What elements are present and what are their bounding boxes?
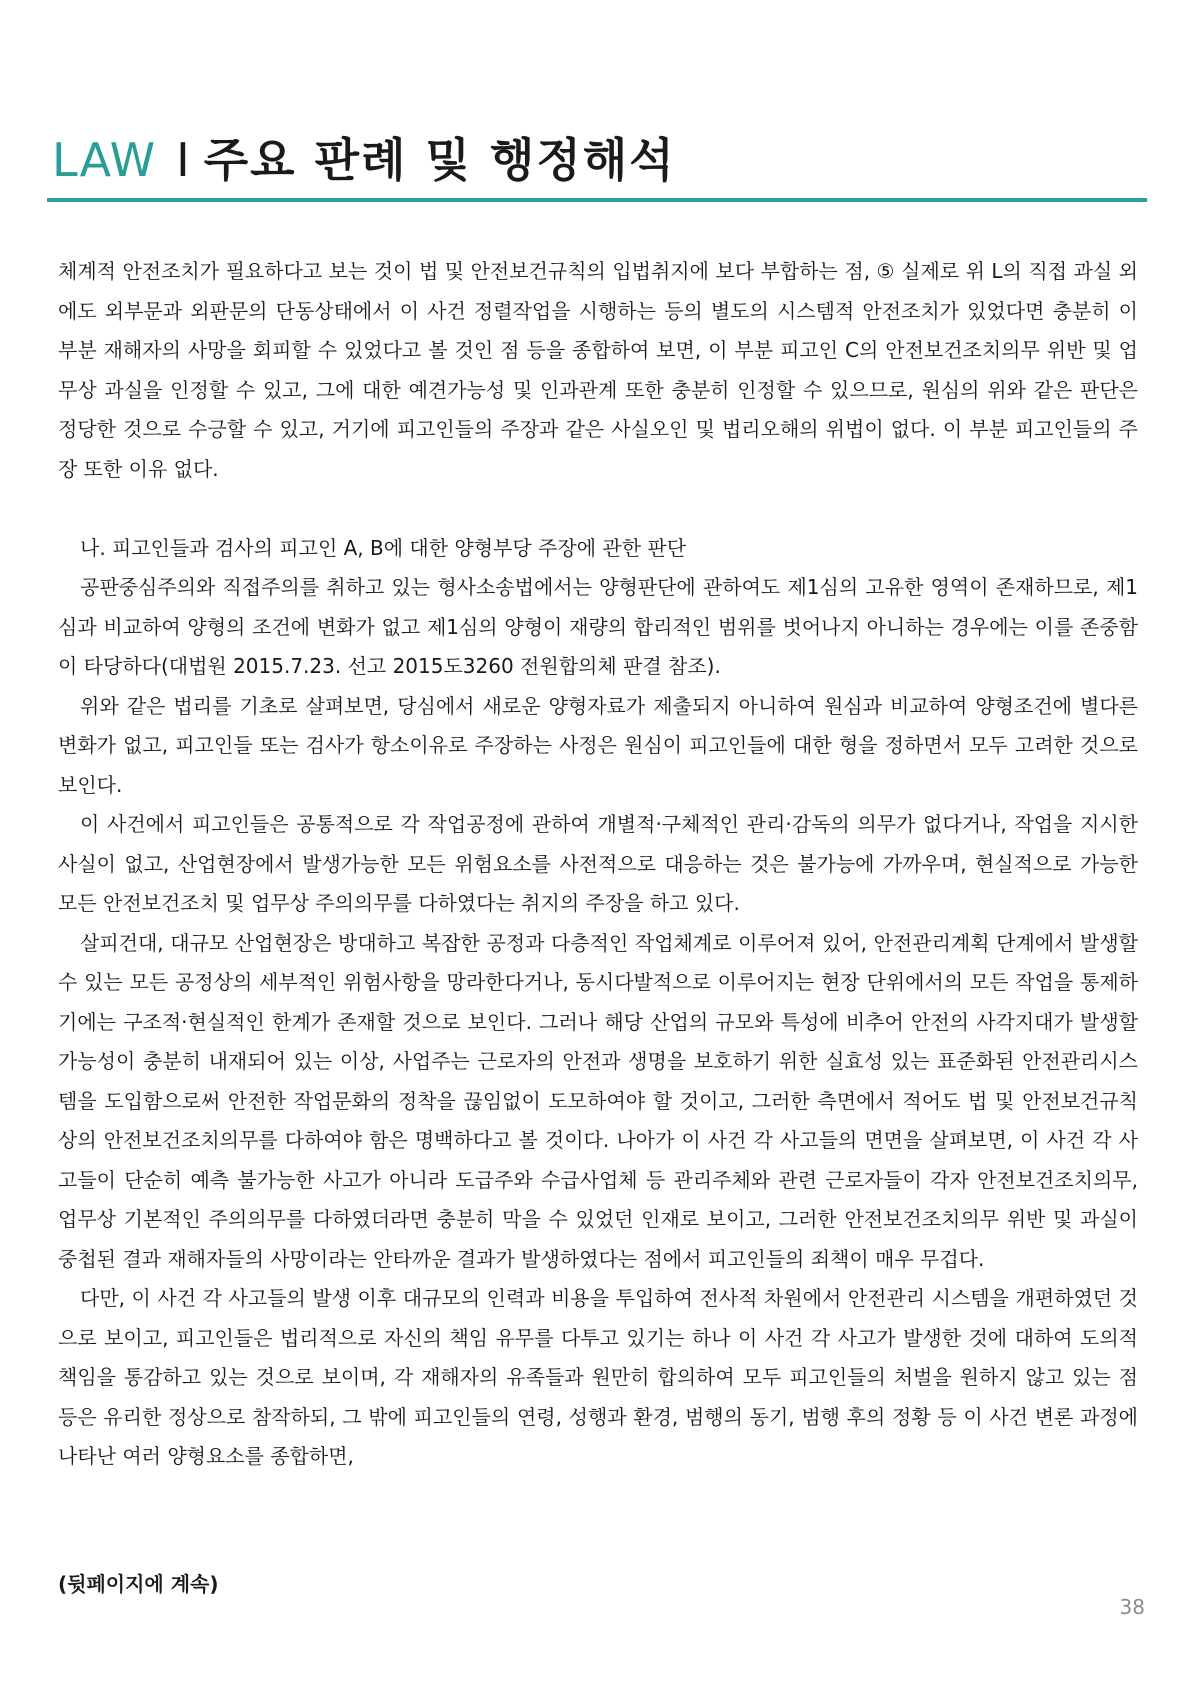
law-label: LAW [52,133,157,187]
page-number: 38 [1119,1595,1145,1619]
continued-note: (뒷페이지에 계속) [58,1572,219,1596]
section-title: 주요 판례 및 행정해석 [203,133,676,187]
paragraph: 공판중심주의와 직접주의를 취하고 있는 형사소송법에서는 양형판단에 관하여도 제1심의 고유한 영역이 존재하므로, 제1심과 비교하여 양형의 조건에 변화가 없고 제1심의 양형이 재량의 합리적인 범위를 벗어나지 아니하는 경우에는 이를 존중함이 타당하다(대법원 2015.7.23. 선고 2015도3260 전원합의체 판결 참조). [58,575,1138,678]
paragraph: 체계적 안전조치가 필요하다고 보는 것이 법 및 안전보건규칙의 입법취지에 보다 부합하는 점, ⑤ 실제로 위 L의 직접 과실 외에도 외부문과 외판문의 단동상태에서 이 사건 정렬작업을 시행하는 등의 별도의 시스템적 안전조치가 있었다면 충분히 이 부분 재해자의 사망을 회피할 수 있었다고 볼 것인 점 등을 종합하여 보면, 이 부분 피고인 C의 안전보건조치의무 위반 및 업무상 과실을 인정할 수 있고, 그에 대한 예견가능성 및 인과관계 또한 충분히 인정할 수 있으므로, 원심의 위와 같은 판단은 정당한 것으로 수긍할 수 있고, 거기에 피고인들의 주장과 같은 사실오인 및 법리오해의 위법이 없다. 이 부분 피고인들의 주장 또한 이유 없다. [58,259,1138,481]
paragraph: 위와 같은 법리를 기초로 살펴보면, 당심에서 새로운 양형자료가 제출되지 아니하여 원심과 비교하여 양형조건에 별다른 변화가 없고, 피고인들 또는 검사가 항소이유로 주장하는 사정은 원심이 피고인들에 대한 형을 정하면서 모두 고려한 것으로 보인다. [58,693,1138,797]
page-title [52,128,676,192]
title-separator: I [176,133,190,187]
paragraph: 다만, 이 사건 각 사고들의 발생 이후 대규모의 인력과 비용을 투입하여 전사적 차원에서 안전관리 시스템을 개편하였던 것으로 보이고, 피고인들은 법리적으로 자신의 책임 유무를 다투고 있기는 하나 이 사건 각 사고가 발생한 것에 대하여 도의적 책임을 통감하고 있는 것으로 보이며, 각 재해자의 유족들과 원만히 합의하여 모두 피고인들의 처벌을 원하지 않고 있는 점 등은 유리한 정상으로 참작하되, 그 밖에 피고인들의 연령, 성행과 환경, 범행의 동기, 범행 후의 정황 등 이 사건 변론 과정에 나타난 여러 양형요소를 종합하면, [58,1286,1138,1468]
paragraph: 살피건대, 대규모 산업현장은 방대하고 복잡한 공정과 다층적인 작업체계로 이루어져 있어, 안전관리계획 단계에서 발생할 수 있는 모든 공정상의 세부적인 위험사항을 망라한다거나, 동시다발적으로 이루어지는 현장 단위에서의 모든 작업을 통제하기에는 구조적·현실적인 한계가 존재할 것으로 보인다. 그러나 해당 산업의 규모와 특성에 비추어 안전의 사각지대가 발생할 가능성이 충분히 내재되어 있는 이상, 사업주는 근로자의 안전과 생명을 보호하기 위한 실효성 있는 표준화된 안전관리시스템을 도입함으로써 안전한 작업문화의 정착을 끊임없이 도모하여야 할 것이고, 그러한 측면에서 적어도 법 및 안전보건규칙상의 안전보건조치의무를 다하여야 함은 명백하다고 볼 것이다. 나아가 이 사건 각 사고들의 면면을 살펴보면, 이 사건 각 사고들이 단순히 예측 불가능한 사고가 아니라 도급주와 수급사업체 등 관리주체와 관련 근로자들이 각자 안전보건조치의무, 업무상 기본적인 주의의무를 다하였더라면 충분히 막을 수 있었던 인재로 보이고, 그러한 안전보건조치의무 위반 및 과실이 중첩된 결과 재해자들의 사망이라는 안타까운 결과가 발생하였다는 점에서 피고인들의 죄책이 매우 무겁다. [58,930,1138,1271]
document-body [58,252,1138,1477]
page-header [52,128,1142,204]
paragraph: 이 사건에서 피고인들은 공통적으로 각 작업공정에 관하여 개별적·구체적인 관리·감독의 의무가 없다거나, 작업을 지시한 사실이 없고, 산업현장에서 발생가능한 모든 위험요소를 사전적으로 대응하는 것은 불가능에 가까우며, 현실적으로 가능한 모든 안전보건조치 및 업무상 주의의무를 다하였다는 취지의 주장을 하고 있다. [58,812,1138,915]
subsection-heading: 나. 피고인들과 검사의 피고인 A, B에 대한 양형부당 주장에 관한 판단 [80,535,687,560]
header-divider [47,198,1147,202]
paragraph-spacer [58,489,1138,529]
